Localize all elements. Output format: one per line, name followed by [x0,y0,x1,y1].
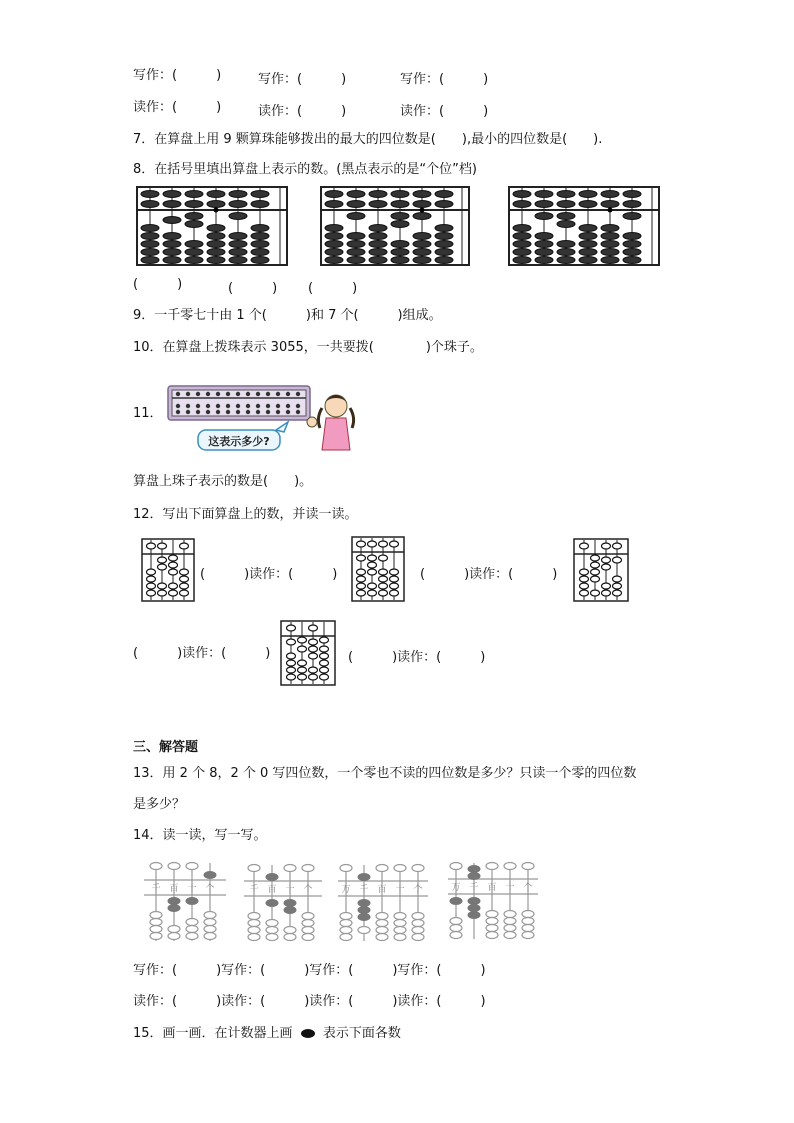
question-13-line1: 13．用 2 个 8，2 个 0 写四位数，一个零也不读的四位数是多少？只读一个零的四位数 [133,766,637,781]
answer-blank-8a: ( ) [133,277,183,292]
place-label: 万 [341,885,351,895]
question-15-text: 15．画一画．在计数器上画 [133,1026,293,1041]
place-label: 个 [523,883,533,893]
abacus-image-1 [136,186,288,266]
place-label: 千 [359,885,369,895]
write-blank-1: 写作：( ) [133,68,222,83]
place-label: 十 [187,884,197,894]
abacus-small-2 [351,536,405,602]
answer-blank-8b: ( ) [228,281,278,296]
place-label: 百 [169,884,179,894]
question-11-answer: 算盘上珠子表示的数是( )。 [133,474,313,489]
speech-bubble-text: 这表示多少? [208,435,270,448]
question-12: 12．写出下面算盘上的数，并读一读。 [133,507,358,522]
answer-blank-12a: ( )读作：( ) [200,567,338,582]
abacus-small-1 [141,538,195,602]
question-13-line2: 是多少？ [133,797,186,812]
place-label: 千 [151,884,161,894]
abacus-small-4 [280,620,336,686]
abacus-image-2 [320,186,470,266]
section-heading: 三、解答题 [133,740,199,755]
question-14: 14．读一读，写一写。 [133,828,267,843]
bead-icon [301,1029,315,1038]
answer-blank-12d: ( )读作：( ) [348,650,486,665]
question-14-write-row: 写作：( )写作：( )写作：( )写作：( ) [133,963,486,978]
place-label: 个 [413,885,423,895]
question-15-tail: 表示下面各数 [322,1026,401,1041]
place-label: 千 [469,883,479,893]
question-9: 9．一千零七十由 1 个( )和 7 个( )组成。 [133,308,442,323]
place-label: 十 [505,883,515,893]
read-blank-3: 读作：( ) [400,104,489,119]
counter-image-2 [242,859,324,945]
place-label: 十 [285,885,295,895]
place-label: 个 [205,884,215,894]
place-label: 百 [487,883,497,893]
question-15 [133,1026,401,1042]
counter-image-1 [142,857,228,945]
place-label: 百 [377,885,387,895]
abacus-small-3 [573,538,629,602]
write-blank-2: 写作：( ) [258,72,347,87]
read-blank-2: 读作：( ) [258,104,347,119]
place-label: 十 [395,885,405,895]
abacus-girl-illustration [166,384,362,454]
place-label: 千 [249,885,259,895]
question-8: 8．在括号里填出算盘上表示的数。(黑点表示的是“个位”档) [133,162,477,177]
place-label: 万 [451,883,461,893]
counter-image-3 [336,859,430,945]
answer-blank-12b: ( )读作：( ) [420,567,558,582]
question-10: 10．在算盘上拨珠表示 3055，一共要拨( )个珠子。 [133,340,483,355]
question-11-number: 11． [133,406,163,421]
abacus-image-3 [508,186,660,266]
read-blank-1: 读作：( ) [133,100,222,115]
place-label: 个 [303,885,313,895]
write-blank-3: 写作：( ) [400,72,489,87]
question-7: 7．在算盘上用 9 颗算珠能够拨出的最大的四位数是( ),最小的四位数是( ). [133,132,603,147]
answer-blank-8c: ( ) [308,281,358,296]
answer-blank-12c: ( )读作：( ) [133,646,271,661]
counter-image-4 [446,857,540,943]
write-row [133,68,221,84]
question-14-read-row: 读作：( )读作：( )读作：( )读作：( ) [133,994,486,1009]
place-label: 百 [267,885,277,895]
